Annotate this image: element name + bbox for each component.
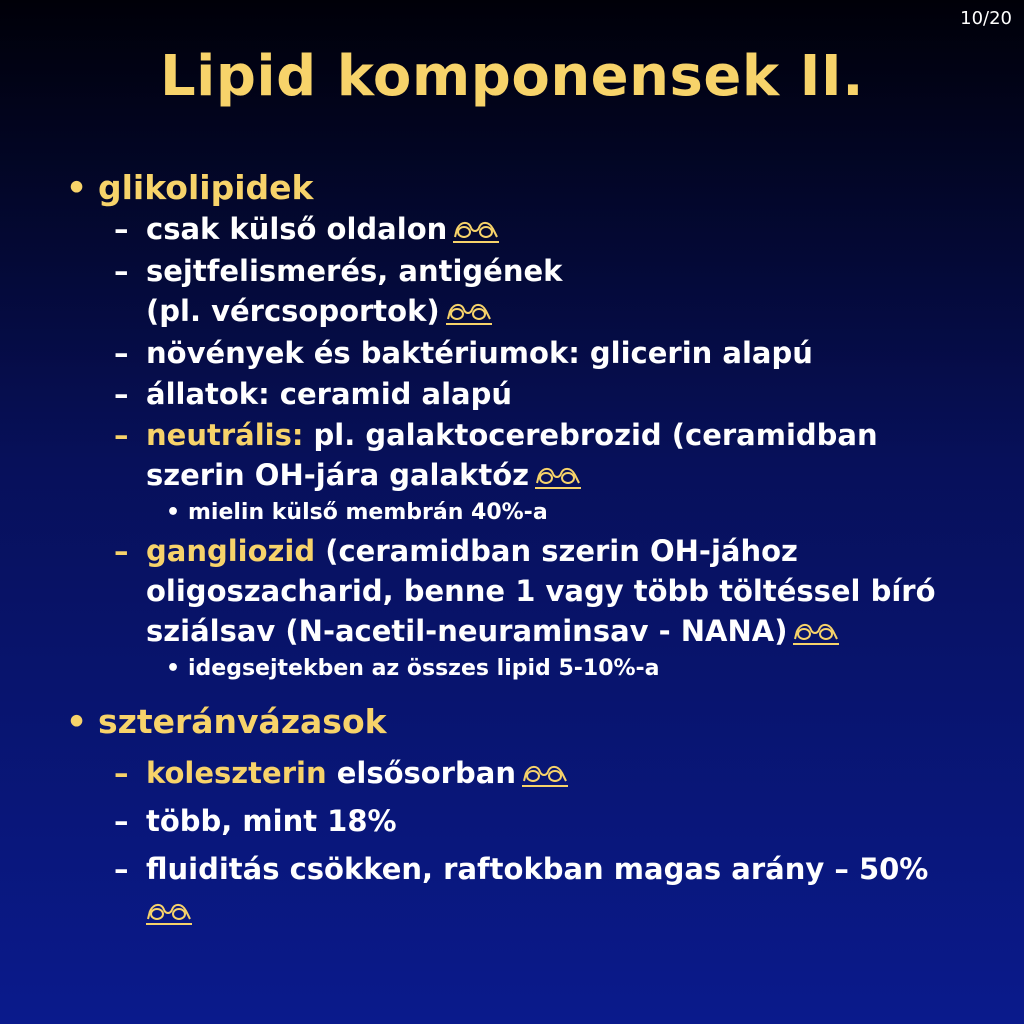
sub-item-animals: állatok: ceramid alapú xyxy=(146,377,513,411)
bullet-marker: • xyxy=(66,168,88,207)
sub-item-outer-side xyxy=(146,212,499,246)
glasses-link-icon[interactable] xyxy=(535,465,581,489)
slide-title: Lipid komponensek II. xyxy=(159,44,865,109)
sub-sub-item-neurons: idegsejtekben az összes lipid 5-10%-a xyxy=(188,656,660,681)
dash-marker: – xyxy=(114,336,129,370)
bullet-glikolipidek: glikolipidek xyxy=(98,168,314,207)
glasses-link-icon[interactable] xyxy=(146,901,192,925)
dash-marker: – xyxy=(114,212,129,246)
highlight-cholesterol: koleszterin xyxy=(146,756,327,790)
glasses-link-icon[interactable] xyxy=(446,301,492,325)
dash-marker: – xyxy=(114,756,129,790)
sub-item-blood-groups xyxy=(146,294,492,328)
sub-item-fluidity: fluiditás csökken, raftokban magas arány – 50% xyxy=(146,852,929,886)
sub-item-ganglioside-cont2-text: sziálsav (N-acetil-neuraminsav - NANA) xyxy=(146,614,788,648)
sub-item-neutral-text: pl. galaktocerebrozid (ceramidban xyxy=(303,418,878,452)
sub-item-fluidity-link xyxy=(146,894,192,928)
dash-marker: – xyxy=(114,418,129,452)
page-number: 10/20 xyxy=(960,8,1012,29)
dash-marker: – xyxy=(114,852,129,886)
bullet-steroids: szteránvázasok xyxy=(98,702,387,741)
sub-item-ganglioside-cont1: oligoszacharid, benne 1 vagy több töltéssel bíró xyxy=(146,574,936,608)
sub-item-recognition: sejtfelismerés, antigének xyxy=(146,254,563,288)
dash-marker: – xyxy=(114,534,129,568)
sub-item-ganglioside xyxy=(146,534,798,568)
sub-item-cholesterol-text: elsősorban xyxy=(326,756,516,790)
dash-marker: – xyxy=(114,377,129,411)
sub-item-neutral-cont xyxy=(146,458,581,492)
dash-marker: – xyxy=(114,804,129,838)
bullet-marker: • xyxy=(66,702,88,741)
sub-sub-item-myelin: mielin külső membrán 40%-a xyxy=(188,500,548,525)
highlight-neutral: neutrális: xyxy=(146,418,304,452)
sub-item-outer-side-text: csak külső oldalon xyxy=(146,212,448,246)
dash-marker: – xyxy=(114,254,129,288)
sub-item-plants: növények és baktériumok: glicerin alapú xyxy=(146,336,813,370)
sub-item-ganglioside-cont2 xyxy=(146,614,839,648)
sub-item-neutral-cont-text: szerin OH-jára galaktóz xyxy=(146,458,530,492)
glasses-link-icon[interactable] xyxy=(522,763,568,787)
glasses-link-icon[interactable] xyxy=(793,621,839,645)
sub-item-cholesterol xyxy=(146,756,568,790)
sub-item-ganglioside-text: (ceramidban szerin OH-jához xyxy=(315,534,798,568)
sub-item-neutral xyxy=(146,418,878,452)
sub-item-more-than: több, mint 18% xyxy=(146,804,397,838)
small-bullet-marker: • xyxy=(166,500,181,525)
glasses-link-icon[interactable] xyxy=(453,219,499,243)
sub-item-blood-groups-text: (pl. vércsoportok) xyxy=(146,294,440,328)
highlight-ganglioside: gangliozid xyxy=(146,534,316,568)
small-bullet-marker: • xyxy=(166,656,181,681)
